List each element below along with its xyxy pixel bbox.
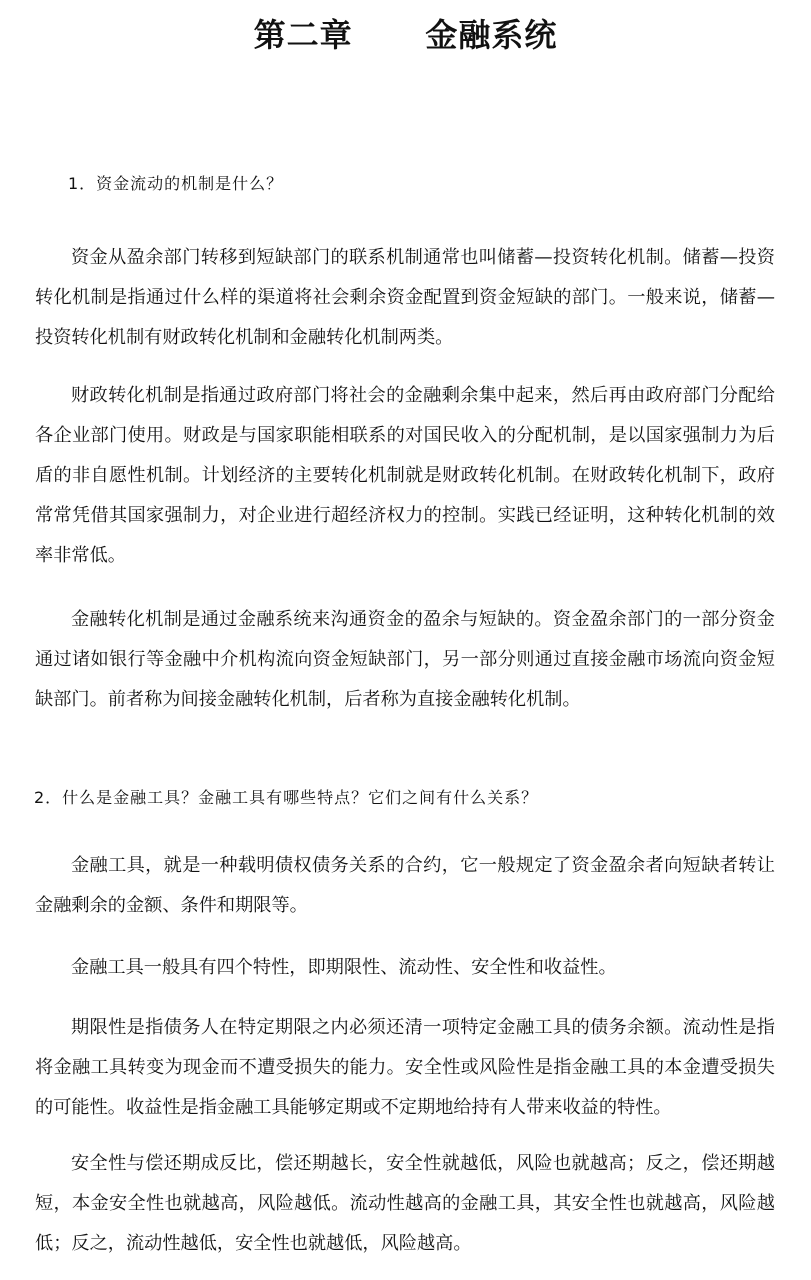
paragraph: 金融工具一般具有四个特性，即期限性、流动性、安全性和收益性。 xyxy=(71,957,617,979)
question-1-heading: 1．资金流动的机制是什么？ xyxy=(68,174,284,193)
question-2-heading: 2．什么是金融工具？金融工具有哪些特点？它们之间有什么关系？ xyxy=(34,788,539,807)
paragraph: 金融转化机制是通过金融系统来沟通资金的盈余与短缺的。资金盈余部门的一部分资金通过诸如银行等金融中介机构流向资金短缺部门，另一部分则通过直接金融市场流向资金短缺部门。前者称为间接金融转化机制，后者称为直接金融转化机制。 xyxy=(35,609,775,711)
paragraph: 期限性是指债务人在特定期限之内必须还清一项特定金融工具的债务余额。流动性是指将金融工具转变为现金而不遭受损失的能力。安全性或风险性是指金融工具的本金遭受损失的可能性。收益性是指金融工具能够定期或不定期地给持有人带来收益的特性。 xyxy=(35,1017,775,1119)
paragraph: 安全性与偿还期成反比，偿还期越长，安全性就越低，风险也就越高；反之，偿还期越短，本金安全性也就越高，风险越低。流动性越高的金融工具，其安全性也就越高，风险越低；反之，流动性越低，安全性也就越低，风险越高。 xyxy=(35,1153,775,1255)
paragraph: 资金从盈余部门转移到短缺部门的联系机制通常也叫储蓄—投资转化机制。储蓄—投资转化机制是指通过什么样的渠道将社会剩余资金配置到资金短缺的部门。一般来说，储蓄—投资转化机制有财政转化机制和金融转化机制两类。 xyxy=(35,247,775,349)
paragraph: 财政转化机制是指通过政府部门将社会的金融剩余集中起来，然后再由政府部门分配给各企业部门使用。财政是与国家职能相联系的对国民收入的分配机制，是以国家强制力为后盾的非自愿性机制。计划经济的主要转化机制就是财政转化机制。在财政转化机制下，政府常常凭借其国家强制力，对企业进行超经济权力的控制。实践已经证明，这种转化机制的效率非常低。 xyxy=(35,385,775,567)
paragraph: 金融工具，就是一种载明债权债务关系的合约，它一般规定了资金盈余者向短缺者转让金融剩余的金额、条件和期限等。 xyxy=(35,855,775,917)
chapter-title: 第二章 金融系统 xyxy=(253,16,558,54)
